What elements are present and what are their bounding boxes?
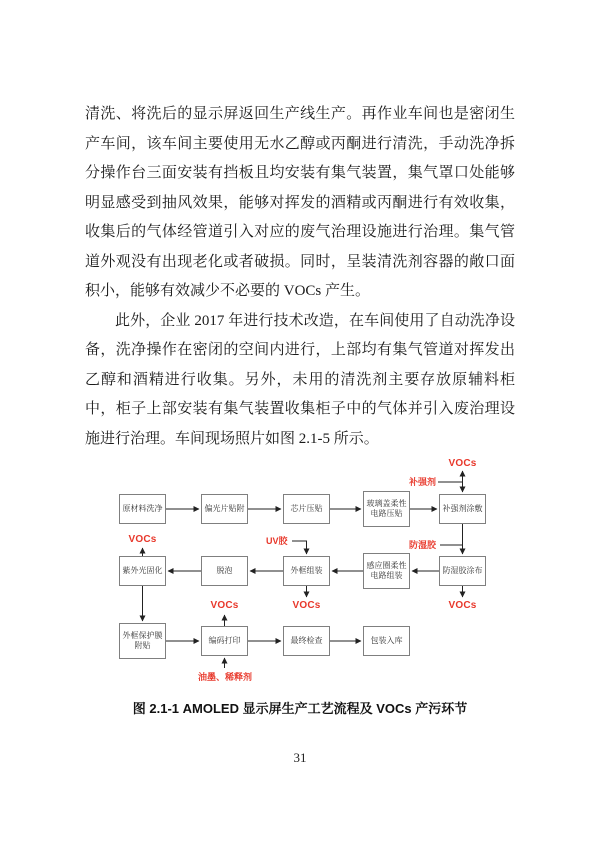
flow-box-final-inspection: 最终检查 xyxy=(283,626,330,656)
paragraph-2: 此外，企业 2017 年进行技术改造，在车间使用了自动洗净设备，洗净操作在密闭的空间内进行，上部均有集气管道对挥发出乙醇和酒精进行收集。另外，未用的清洗剂主要存放原辅料柜中，柜子上部安装有集气装置收集柜子中的气体并引入废治理设施进行治理。车间现场照片如图 2.1-5 所示。 xyxy=(85,312,515,447)
moisture-glue-input-label: 防湿胶 xyxy=(409,540,437,550)
vocs-label-moisture-coat-out: VOCs xyxy=(448,600,477,611)
flow-box-glass-flex-circuit-press: 玻璃盖柔性电路压贴 xyxy=(363,491,410,527)
flow-box-uv-curing: 紫外光固化 xyxy=(119,556,166,586)
uv-glue-input-label: UV胶 xyxy=(266,536,288,546)
vocs-label-frame-assembly-out: VOCs xyxy=(292,600,321,611)
process-flow-diagram xyxy=(95,455,505,695)
flow-box-frame-assembly: 外框组装 xyxy=(283,556,330,586)
flow-box-frame-protect-film: 外框保护膜附贴 xyxy=(119,623,166,659)
flow-box-chip-press: 芯片压贴 xyxy=(283,494,330,524)
flow-box-packing-warehouse: 包装入库 xyxy=(363,626,410,656)
vocs-label-reinforcer-out: VOCs xyxy=(448,458,477,469)
body-text xyxy=(85,100,515,454)
flow-box-coil-flex-circuit-assembly: 感应圈柔性电路组装 xyxy=(363,553,410,589)
flow-box-code-printing: 编码打印 xyxy=(201,626,248,656)
figure-caption: 图 2.1-1 AMOLED 显示屏生产工艺流程及 VOCs 产污环节 xyxy=(132,701,468,716)
flow-box-defoaming: 脱泡 xyxy=(201,556,248,586)
flow-box-polarizer-attach: 偏光片贴附 xyxy=(201,494,248,524)
flow-box-moistureproof-coating: 防湿胶涂布 xyxy=(439,556,486,586)
flow-box-raw-material-clean: 原材料洗净 xyxy=(119,494,166,524)
ink-thinner-input-label: 油墨、稀释剂 xyxy=(197,672,252,682)
vocs-label-uv-cure-out: VOCs xyxy=(128,534,157,545)
vocs-label-code-print-out: VOCs xyxy=(210,600,239,611)
reinforcer-input-label: 补强剂 xyxy=(409,477,437,487)
paragraph-1: 清洗、将洗后的显示屏返回生产线生产。再作业车间也是密闭生产车间，该车间主要使用无水乙醇或丙酮进行清洗，手动洗净拆分操作台三面安装有挡板且均安装有集气装置，集气罩口处能够明显感受到抽风效果，能够对挥发的酒精或丙酮进行有效收集，收集后的气体经管道引入对应的废气治理设施进行治理。集气管道外观没有出现老化或者破损。同时，呈装清洗剂容器的敞口面积小，能够有效减少不必要的 VOCs 产生。 xyxy=(85,106,515,299)
page-number: 31 xyxy=(293,750,307,765)
flow-box-reinforcer-coating: 补强剂涂敷 xyxy=(439,494,486,524)
